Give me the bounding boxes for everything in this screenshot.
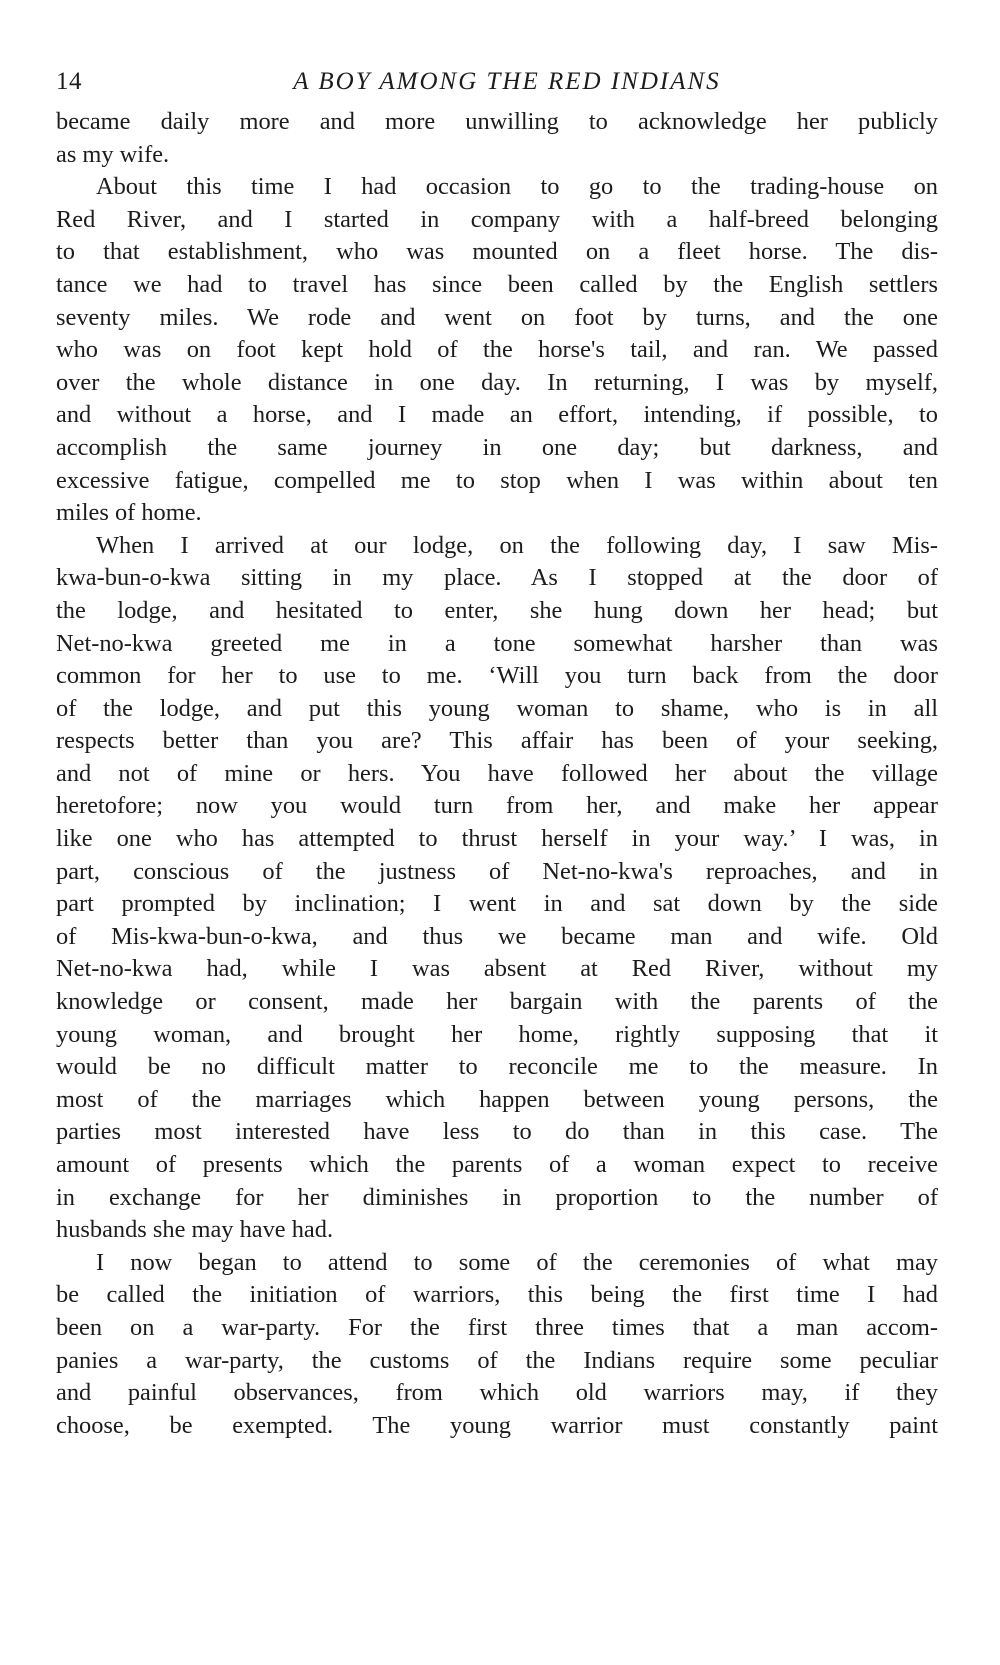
text-line: tance we had to travel has since been called by the English settlers bbox=[56, 270, 938, 298]
text-line: of the lodge, and put this young woman to shame, who is in all bbox=[56, 694, 938, 722]
text-line: of Mis-kwa-bun-o-kwa, and thus we became man and wife. Old bbox=[56, 922, 938, 950]
text-line: part prompted by inclination; I went in and sat down by the side bbox=[56, 890, 938, 918]
text-line: About this time I had occasion to go to the trading-house on bbox=[96, 173, 938, 201]
text-line: Red River, and I started in company with a half-breed belonging bbox=[56, 205, 938, 233]
text-line: Net-no-kwa had, while I was absent at Red River, without my bbox=[56, 955, 938, 983]
paragraph-1 bbox=[56, 106, 938, 171]
text-line: common for her to use to me. ‘Will you turn back from the door bbox=[56, 662, 938, 690]
text-line: in exchange for her diminishes in proportion to the number of bbox=[56, 1183, 938, 1211]
text-line: amount of presents which the parents of a woman expect to receive bbox=[56, 1151, 938, 1178]
text-line: be called the initiation of warriors, this being the first time I had bbox=[56, 1281, 938, 1309]
text-line: and not of mine or hers. You have followed her about the village bbox=[56, 759, 938, 787]
text-line: When I arrived at our lodge, on the following day, I saw Mis- bbox=[96, 531, 938, 559]
text-line: panies a war-party, the customs of the Indians require some peculiar bbox=[56, 1346, 938, 1374]
text-line: I now began to attend to some of the ceremonies of what may bbox=[96, 1248, 938, 1276]
text-line: choose, be exempted. The young warrior must constantly paint bbox=[56, 1411, 938, 1439]
text-line: heretofore; now you would turn from her, and make her appear bbox=[56, 792, 938, 820]
text-line: to that establishment, who was mounted on a fleet horse. The dis- bbox=[56, 238, 938, 266]
text-line: respects better than you are? This affair has been of your seeking, bbox=[56, 727, 938, 755]
body-text bbox=[56, 106, 938, 1442]
text-line: like one who has attempted to thrust herself in your way.’ I was, in bbox=[56, 825, 938, 853]
text-line: miles of home. bbox=[56, 499, 202, 527]
text-line: knowledge or consent, made her bargain with the parents of the bbox=[56, 988, 938, 1016]
text-line: and without a horse, and I made an effort, intending, if possible, to bbox=[56, 401, 938, 429]
text-line: been on a war-party. For the first three times that a man accom- bbox=[56, 1313, 938, 1341]
page-number: 14 bbox=[56, 68, 82, 95]
text-line: husbands she may have had. bbox=[56, 1216, 334, 1244]
text-line: became daily more and more unwilling to acknowledge her publicly bbox=[56, 108, 938, 135]
text-line: the lodge, and hesitated to enter, she hung down her head; but bbox=[56, 596, 938, 624]
text-line: who was on foot kept hold of the horse's tail, and ran. We passed bbox=[56, 336, 938, 364]
text-line: part, conscious of the justness of Net-no-kwa's reproaches, and in bbox=[56, 857, 938, 885]
text-line: kwa-bun-o-kwa sitting in my place. As I stopped at the door of bbox=[56, 564, 938, 592]
running-head bbox=[56, 62, 938, 102]
text-line: Net-no-kwa greeted me in a tone somewhat harsher than was bbox=[56, 629, 938, 657]
book-page bbox=[56, 62, 938, 1442]
text-line: would be no difficult matter to reconcile me to the measure. In bbox=[56, 1053, 938, 1081]
text-line: and painful observances, from which old warriors may, if they bbox=[56, 1379, 938, 1407]
text-line: as my wife. bbox=[56, 140, 170, 168]
text-line: accomplish the same journey in one day; but darkness, and bbox=[56, 433, 938, 461]
text-line: seventy miles. We rode and went on foot by turns, and the one bbox=[56, 303, 938, 331]
running-title: A BOY AMONG THE RED INDIANS bbox=[293, 68, 721, 95]
text-line: most of the marriages which happen between young persons, the bbox=[56, 1085, 938, 1113]
text-line: over the whole distance in one day. In returning, I was by myself, bbox=[56, 368, 938, 396]
text-line: young woman, and brought her home, rightly supposing that it bbox=[56, 1020, 938, 1048]
paragraph-2 bbox=[56, 171, 938, 530]
text-line: excessive fatigue, compelled me to stop when I was within about ten bbox=[56, 466, 938, 494]
text-line: parties most interested have less to do than in this case. The bbox=[56, 1118, 938, 1146]
paragraph-4 bbox=[56, 1247, 938, 1443]
paragraph-3 bbox=[56, 530, 938, 1247]
